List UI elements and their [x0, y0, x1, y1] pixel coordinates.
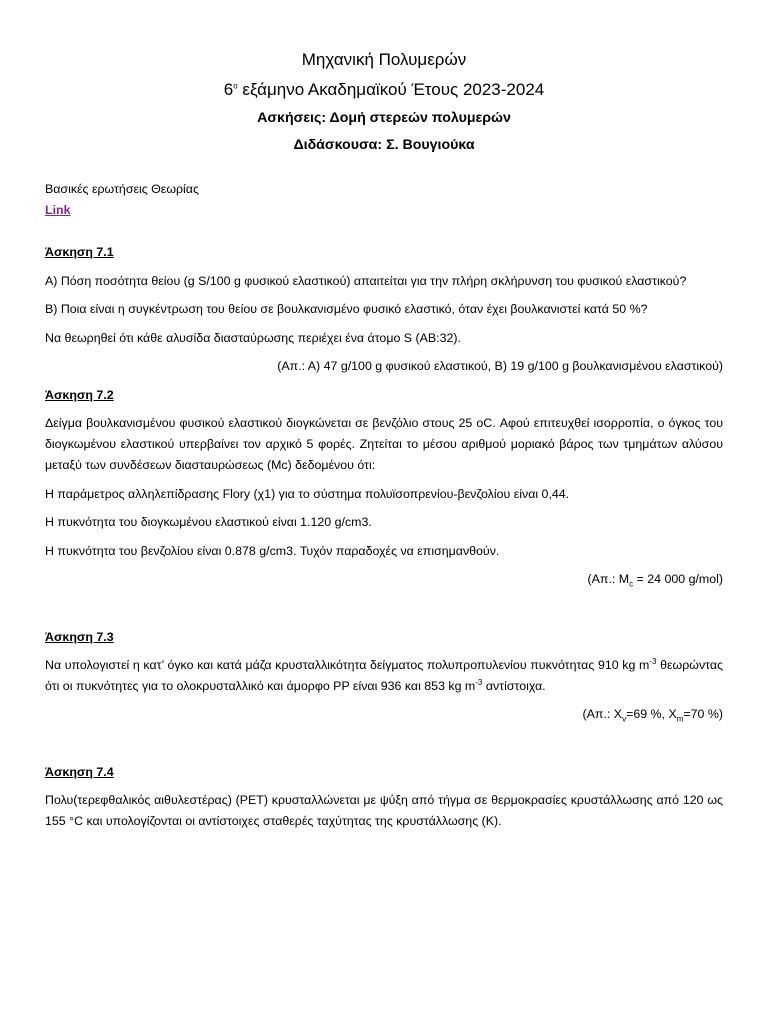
answer-prefix: (Απ.: M — [587, 572, 630, 586]
exercise-7-3-title: Άσκηση 7.3 — [45, 630, 114, 644]
exercise-7-2-paragraph: Δείγμα βουλκανισμένου φυσικού ελαστικού διογκώνεται σε βενζόλιο στους 25 oC. Αφού επιτευχθεί ισορροπία, ο όγκος του διογκωμένου ελαστικού υπερβαίνει τον αρχικό 5 φορές. Ζητείται το μέσου αριθμού μοριακό βάρος των τμημάτων αλύσου μεταξύ των συνδέσεων διασταυρώσεως (Mc) δεδομένου ότι: — [45, 416, 723, 472]
answer-subscript: c — [629, 579, 634, 589]
exercise-7-2-answer — [45, 569, 723, 590]
exercise-7-2-flory: Η παράμετρος αλληλεπίδρασης Flory (χ1) για το σύστημα πολυϊσοπρενίου-βενζολίου είναι 0,44. — [45, 487, 570, 501]
answer-part-2: =69 %, X — [626, 707, 677, 721]
exercise-7-3-paragraph — [45, 655, 723, 697]
exercise-7-2-rubber-density: Η πυκνότητα του διογκωμένου ελαστικού είναι 1.120 g/cm3. — [45, 515, 372, 529]
exercise-7-2-title: Άσκηση 7.2 — [45, 388, 114, 402]
exercise-7-1-section — [45, 242, 723, 263]
answer-suffix: = 24 000 g/mol) — [633, 572, 723, 586]
exercise-7-3-text-b: θεωρώντας ότι οι πυκνότητες για το ολοκρυσταλλικό και άμορφο PP είναι 936 και 853 kg m — [45, 658, 723, 693]
exercise-7-3-text-a: Να υπολογιστεί η κατ’ όγκο και κατά μάζα κρυσταλλικότητα δείγματος πολυπροπυλενίου πυκνότητας 910 kg m — [45, 658, 650, 672]
answer-sub-m: m — [676, 714, 684, 724]
exercise-7-2-benzene-density: Η πυκνότητα του βενζολίου είναι 0.878 g/cm3. Τυχόν παραδοχές να επισημανθούν. — [45, 544, 500, 558]
course-title: Μηχανική Πολυμερών — [301, 50, 467, 69]
exercise-7-4-section — [45, 762, 723, 783]
instructor: Διδάσκουσα: Σ. Βουγιούκα — [293, 137, 475, 153]
exercise-7-1-question-b: Β) Ποια είναι η συγκέντρωση του θείου σε βουλκανισμένο φυσικό ελαστικό, όταν έχει βουλκανιστεί κατά 50 %? — [45, 302, 648, 316]
exercise-7-3-section — [45, 627, 723, 648]
exercise-7-3-text-c: αντίστοιχα. — [482, 679, 546, 693]
exercise-7-1-question-a: Α) Πόση ποσότητα θείου (g S/100 g φυσικού ελαστικού) απαιτείται για την πλήρη σκλήρυνση του φυσικού ελαστικού? — [45, 274, 687, 288]
answer-part-1: (Απ.: X — [582, 707, 623, 721]
answer-sub-v: v — [622, 714, 627, 724]
exercise-7-1-title: Άσκηση 7.1 — [45, 245, 114, 259]
exercise-7-1-note: Να θεωρηθεί ότι κάθε αλυσίδα διασταύρωσης περιέχει ένα άτομο S (ΑΒ:32). — [45, 331, 461, 345]
exercise-7-4-title: Άσκηση 7.4 — [45, 765, 114, 779]
theory-link[interactable]: Link — [45, 203, 71, 217]
semester-text: εξάμηνο Ακαδημαϊκού Έτους 2023-2024 — [237, 80, 545, 99]
theory-heading: Βασικές ερωτήσεις Θεωρίας — [45, 182, 199, 196]
exercise-7-3-sup-b: -3 — [475, 677, 483, 687]
exercise-7-3-answer — [45, 704, 723, 725]
semester-number: 6 — [223, 80, 234, 99]
answer-part-3: =70 %) — [683, 707, 723, 721]
exercise-7-3-sup-a: -3 — [649, 656, 657, 666]
exercise-7-1-answer: (Απ.: Α) 47 g/100 g φυσικού ελαστικού, Β) 19 g/100 g βουλκανισμένου ελαστικού) — [277, 359, 723, 373]
exercise-7-2-section — [45, 385, 723, 406]
semester-ordinal: ο — [233, 81, 238, 91]
exercise-7-4-paragraph: Πολυ(τερεφθαλικός αιθυλεστέρας) (PET) κρυσταλλώνεται με ψύξη από τήγμα σε θερμοκρασίες κρυστάλλωσης από 120 ως 155 °C και υπολογίζονται οι αντίστοιχες σταθερές ταχύτητας της κρυστάλλωσης (K). — [45, 793, 723, 828]
topic-title: Ασκήσεις: Δομή στερεών πολυμερών — [257, 110, 511, 126]
semester-line — [0, 80, 768, 100]
